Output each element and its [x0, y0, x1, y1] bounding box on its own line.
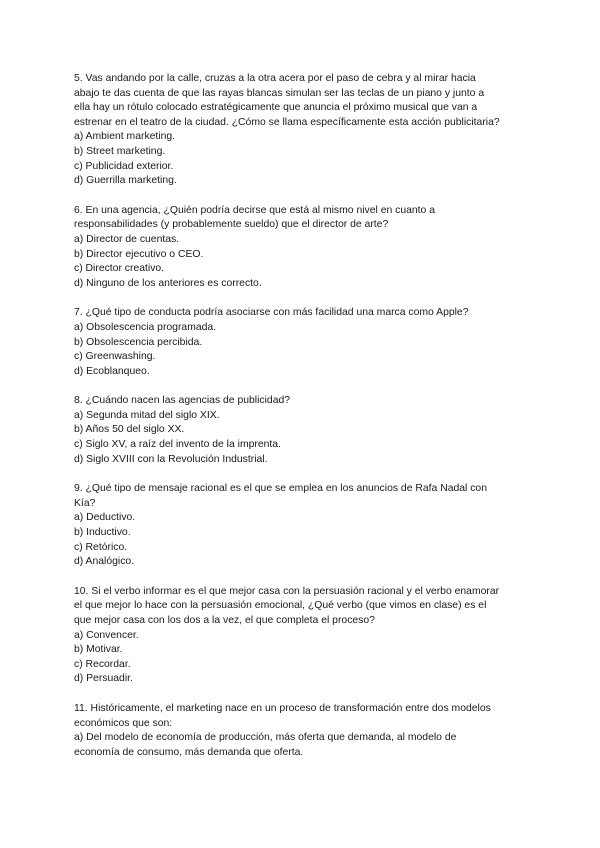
- answer-option: a) Deductivo.: [74, 512, 136, 524]
- answer-option: d) Siglo XVIII con la Revolución Industrial.: [74, 453, 268, 465]
- answer-option: a) Convencer.: [74, 629, 139, 641]
- answer-option: d) Ninguno de los anteriores es correcto.: [74, 277, 262, 289]
- stem-line: ella hay un rótulo colocado estratégicamente que anuncia el próximo musical que van a: [74, 102, 478, 114]
- question-stem: [74, 482, 534, 511]
- stem-line: abajo te das cuenta de que las rayas blancas simulan ser las teclas de un piano y junto a: [74, 87, 485, 99]
- answer-option: c) Retórico.: [74, 541, 128, 553]
- stem-line: el que mejor lo hace con la persuasión emocional, ¿Qué verbo (que vimos en clase) es el: [74, 600, 487, 612]
- stem-line: estrenar en el teatro de la ciudad. ¿Cómo se llama específicamente esta acción publicitaria?: [74, 116, 500, 128]
- question-stem: [74, 306, 534, 321]
- answer-option: c) Siglo XV, a raíz del invento de la imprenta.: [74, 439, 281, 451]
- question-5: [74, 72, 534, 189]
- answer-options: [74, 511, 534, 569]
- question-6: [74, 204, 534, 292]
- answer-options: [74, 409, 534, 467]
- question-9: [74, 482, 534, 570]
- answer-option: b) Director ejecutivo o CEO.: [74, 248, 204, 260]
- question-stem: [74, 702, 534, 731]
- stem-line: 11. Históricamente, el marketing nace en un proceso de transformación entre dos modelos: [74, 702, 491, 714]
- question-list: [74, 72, 534, 775]
- answer-option: c) Greenwashing.: [74, 351, 156, 363]
- stem-line: 7. ¿Qué tipo de conducta podría asociarse con más facilidad una marca como Apple?: [74, 307, 469, 319]
- answer-option: a) Segunda mitad del siglo XIX.: [74, 409, 220, 421]
- stem-line: Kía?: [74, 497, 96, 509]
- answer-option: d) Persuadir.: [74, 673, 133, 685]
- stem-line: 9. ¿Qué tipo de mensaje racional es el que se emplea en los anuncios de Rafa Nadal con: [74, 483, 487, 495]
- question-stem: [74, 204, 534, 233]
- answer-options: [74, 629, 534, 687]
- answer-option: d) Ecoblanqueo.: [74, 365, 150, 377]
- question-11: [74, 702, 534, 760]
- answer-option: b) Street marketing.: [74, 145, 166, 157]
- stem-line: 10. Si el verbo informar es el que mejor casa con la persuasión racional y el verbo enamorar: [74, 585, 500, 597]
- question-stem: [74, 72, 534, 130]
- answer-option: a) Obsolescencia programada.: [74, 321, 217, 333]
- answer-option: a) Del modelo de economía de producción, más oferta que demanda, al modelo de: [74, 732, 457, 744]
- answer-option: d) Analógico.: [74, 556, 135, 568]
- answer-option: a) Director de cuentas.: [74, 233, 180, 245]
- stem-line: 8. ¿Cuándo nacen las agencias de publicidad?: [74, 395, 291, 407]
- answer-option: b) Inductivo.: [74, 527, 131, 539]
- answer-option: b) Obsolescencia percibida.: [74, 336, 203, 348]
- answer-options: [74, 731, 534, 760]
- question-10: [74, 585, 534, 687]
- answer-option: d) Guerrilla marketing.: [74, 175, 177, 187]
- answer-option: economía de consumo, más demanda que oferta.: [74, 746, 304, 758]
- answer-option: b) Años 50 del siglo XX.: [74, 424, 185, 436]
- question-stem: [74, 394, 534, 409]
- answer-option: b) Motivar.: [74, 644, 123, 656]
- stem-line: 5. Vas andando por la calle, cruzas a la otra acera por el paso de cebra y al mirar hacia: [74, 73, 476, 84]
- answer-option: c) Director creativo.: [74, 263, 165, 275]
- question-7: [74, 306, 534, 379]
- stem-line: que mejor casa con los dos a la vez, el que completa el proceso?: [74, 615, 375, 626]
- answer-options: [74, 321, 534, 379]
- answer-option: a) Ambient marketing.: [74, 131, 176, 143]
- question-8: [74, 394, 534, 467]
- answer-option: c) Publicidad exterior.: [74, 160, 174, 172]
- stem-line: económicos que son:: [74, 717, 173, 729]
- stem-line: 6. En una agencia, ¿Quién podría decirse que está al mismo nivel en cuanto a: [74, 204, 436, 216]
- question-stem: [74, 585, 534, 629]
- answer-options: [74, 130, 534, 188]
- stem-line: responsabilidades (y probablemente sueldo) que el director de arte?: [74, 219, 389, 231]
- answer-options: [74, 233, 534, 291]
- answer-option: c) Recordar.: [74, 658, 131, 670]
